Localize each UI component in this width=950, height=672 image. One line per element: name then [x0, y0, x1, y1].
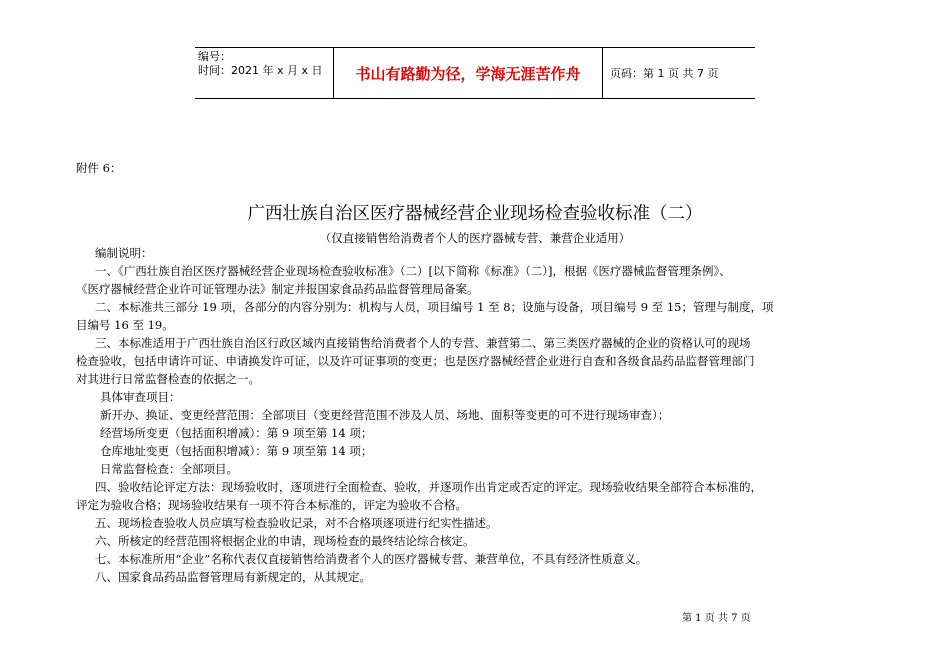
body-line: 四、验收结论评定方法：现场验收时，逐项进行全面检查、验收，并逐项作出肯定或否定的评定。现场验收结果全部符合本标准的，	[95, 480, 762, 494]
document-number-label: 编号：	[198, 50, 231, 63]
header-motto-cell	[334, 48, 603, 98]
body-line: 《医疗器械经营企业许可证管理办法》制定并报国家食品药品监督管理局备案。	[76, 282, 479, 296]
motto-text: 书山有路勤为径，学海无涯苦作舟	[355, 64, 581, 83]
body-line: 具体审查项目：	[100, 390, 181, 404]
body-line: 五、现场检查验收人员应填写检查验收记录，对不合格项逐项进行纪实性描述。	[95, 516, 498, 530]
body-line: 对其进行日常监督检查的依据之一。	[76, 372, 260, 386]
attachment-label: 附件 6：	[76, 161, 122, 175]
document-date-label: 时间：2021 年 x 月 x 日	[198, 64, 323, 77]
body-line: 检查验收，包括申请许可证、申请换发许可证，以及许可证事项的变更；也是医疗器械经营企业进行自查和各级食品药品监督管理部门	[76, 354, 755, 368]
body-line: 二、本标准共三部分 19 项，各部分的内容分别为：机构与人员，项目编号 1 至 8；设施与设备，项目编号 9 至 15；管理与制度，项	[95, 300, 774, 314]
body-line: 六、所核定的经营范围将根据企业的申请，现场检查的最终结论综合核定。	[95, 534, 475, 548]
body-line: 目编号 16 至 19。	[76, 318, 174, 332]
document-subtitle: （仅直接销售给消费者个人的医疗器械专营、兼营企业适用）	[319, 231, 631, 245]
header-page-number: 页码：第 1 页 共 7 页	[610, 67, 719, 80]
body-line: 三、本标准适用于广西壮族自治区行政区域内直接销售给消费者个人的专营、兼营第二、第三类医疗器械的企业的资格认可的现场	[95, 336, 751, 350]
body-line: 评定为验收合格；现场验收结果有一项不符合本标准的，评定为验收不合格。	[76, 498, 467, 512]
body-line: 八、国家食品药品监督管理局有新规定的，从其规定。	[95, 570, 371, 584]
footer-page-number: 第 1 页 共 7 页	[682, 613, 751, 624]
body-line: 七、本标准所用“企业”名称代表仅直接销售给消费者个人的医疗器械专营、兼营单位，不具有经济性质意义。	[95, 552, 648, 566]
body-line: 一、《广西壮族自治区医疗器械经营企业现场检查验收标准》（二）[以下简称《标准》（二）]，根据《医疗器械监督管理条例》、	[95, 264, 731, 278]
header-meta-cell	[195, 48, 334, 98]
body-line: 新开办、换证、变更经营范围：全部项目（变更经营范围不涉及人员、场地、面积等变更的可不进行现场审查）；	[100, 408, 670, 422]
document-title: 广西壮族自治区医疗器械经营企业现场检查验收标准（二）	[247, 204, 703, 224]
body-line: 经营场所变更（包括面积增减）：第 9 项至第 14 项；	[100, 426, 373, 440]
body-line: 仓库地址变更（包括面积增减）：第 9 项至第 14 项；	[100, 444, 373, 458]
body-line: 编制说明：	[95, 246, 153, 260]
header-page-cell	[603, 48, 755, 98]
page-header	[195, 47, 755, 99]
body-line: 日常监督检查：全部项目。	[100, 462, 238, 476]
